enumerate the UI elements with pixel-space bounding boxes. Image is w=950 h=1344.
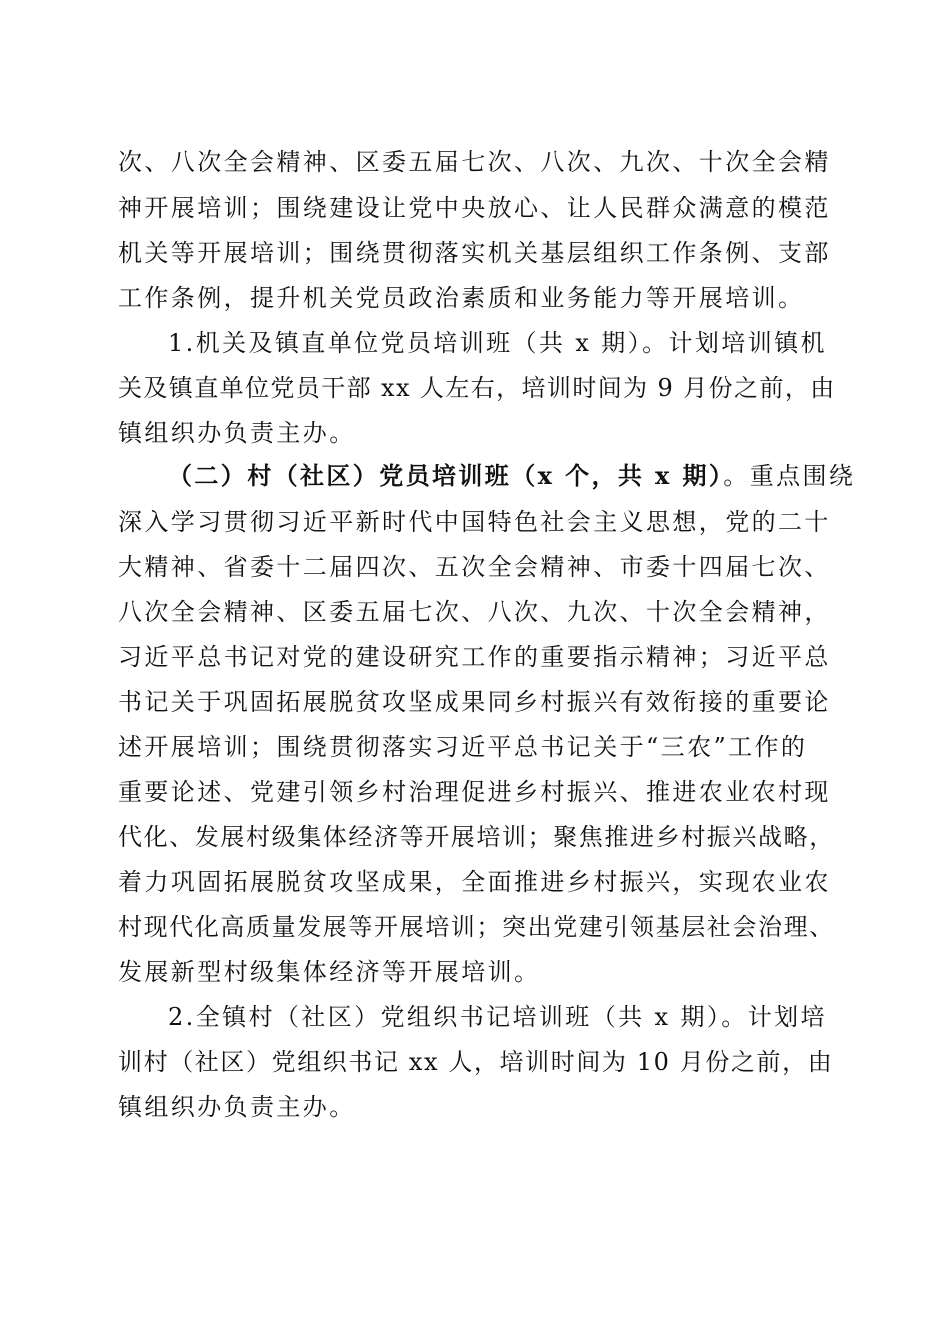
text-line: 书记关于巩固拓展脱贫攻坚成果同乡村振兴有效衔接的重要论 <box>118 688 831 716</box>
text-line: 着力巩固拓展脱贫攻坚成果，全面推进乡村振兴，实现农业农 <box>118 868 831 896</box>
text-line: 大精神、省委十二届四次、五次全会精神、市委十四届七次、 <box>118 553 831 581</box>
text-line: 习近平总书记对党的建设研究工作的重要指示精神；习近平总 <box>118 643 831 671</box>
section-heading: （二）村（社区）党员培训班（x 个，共 x 期） <box>168 461 724 490</box>
text-line: 神开展培训；围绕建设让党中央放心、让人民群众满意的模范 <box>118 194 831 222</box>
text-line: 重要论述、党建引领乡村治理促进乡村振兴、推进农业农村现 <box>118 778 831 806</box>
text-line: 八次全会精神、区委五届七次、八次、九次、十次全会精神， <box>118 598 831 626</box>
text-line: 关及镇直单位党员干部 xx 人左右，培训时间为 9 月份之前，由 <box>118 374 836 402</box>
text-line: 代化、发展村级集体经济等开展培训；聚焦推进乡村振兴战略， <box>118 823 835 851</box>
text-line: 工作条例，提升机关党员政治素质和业务能力等开展培训。 <box>118 284 805 312</box>
text-line: 镇组织办负责主办。 <box>118 1093 356 1121</box>
text-line: 次、八次全会精神、区委五届七次、八次、九次、十次全会精 <box>118 148 831 176</box>
section-heading-tail: 。重点围绕 <box>723 462 856 490</box>
text-line: 发展新型村级集体经济等开展培训。 <box>118 958 541 986</box>
text-line: 镇组织办负责主办。 <box>118 419 356 447</box>
text-line: 训村（社区）党组织书记 xx 人，培训时间为 10 月份之前，由 <box>118 1048 834 1076</box>
text-line: 述开展培训；围绕贯彻落实习近平总书记关于“三农”工作的 <box>118 733 808 761</box>
text-line: 机关等开展培训；围绕贯彻落实机关基层组织工作条例、支部 <box>118 239 831 267</box>
text-line: 村现代化高质量发展等开展培训；突出党建引领基层社会治理、 <box>118 913 835 941</box>
text-line: 深入学习贯彻习近平新时代中国特色社会主义思想，党的二十 <box>118 508 831 536</box>
numbered-item-1-line: 1.机关及镇直单位党员培训班（共 x 期）。计划培训镇机 <box>168 329 827 357</box>
section-heading-line <box>168 460 888 492</box>
numbered-item-2-line: 2.全镇村（社区）党组织书记培训班（共 x 期）。计划培 <box>168 1003 827 1031</box>
